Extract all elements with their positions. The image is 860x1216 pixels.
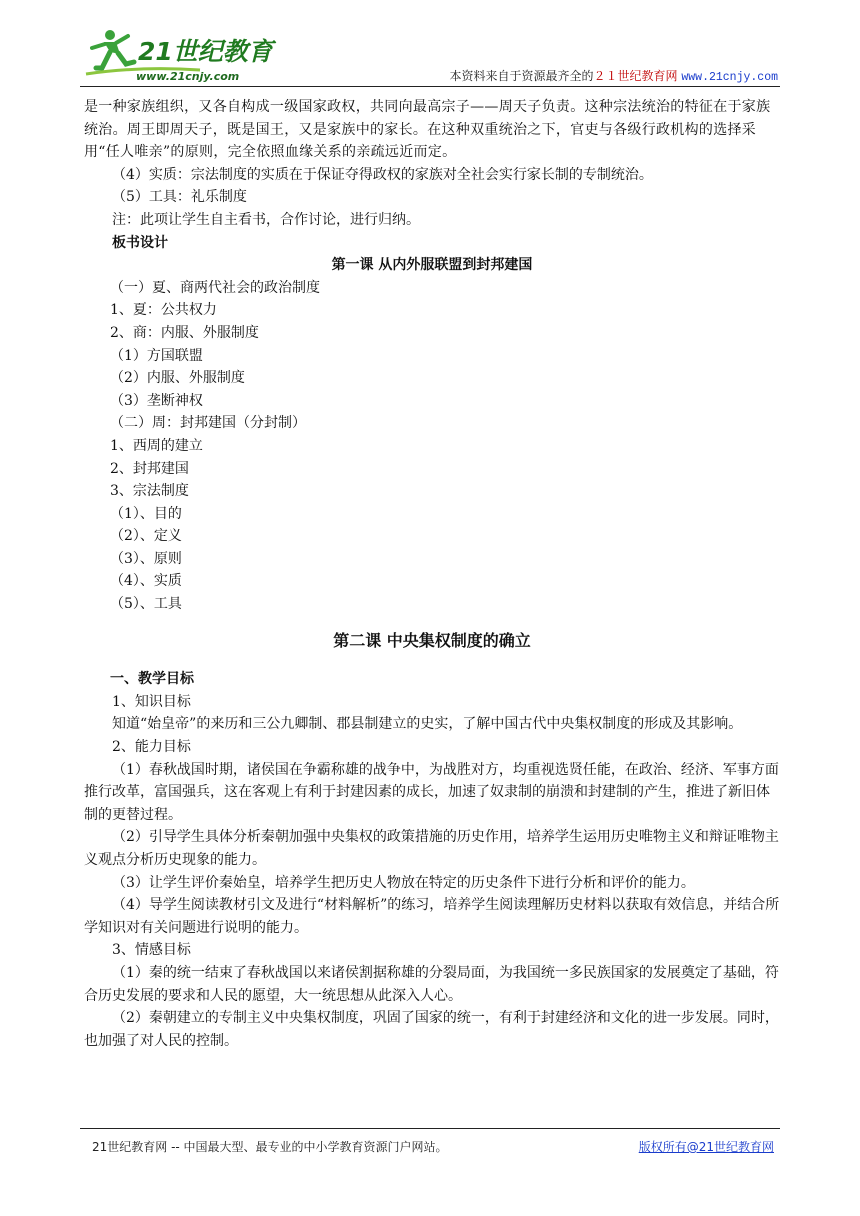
board-title: 第一课 从内外服联盟到封邦建国 — [331, 257, 533, 274]
outline-item: （一）夏、商两代社会的政治制度 — [110, 279, 320, 296]
subheading: 1、知识目标 — [112, 693, 191, 710]
note: 注：此项让学生自主看书，合作讨论，进行归纳。 — [112, 211, 420, 228]
outline-item: （1）、目的 — [110, 505, 182, 522]
footer-text: 21世纪教育网 -- 中国最大型、最专业的中小学教育资源门户网站。 — [92, 1140, 448, 1154]
footer-divider — [80, 1128, 780, 1129]
header-note-url[interactable]: www.21cnjy.com — [681, 71, 778, 84]
outline-item: （2）、定义 — [110, 528, 182, 545]
paragraph: （2）引导学生具体分析秦朝加强中央集权的政策措施的历史作用，培养学生运用历史唯物主义和辩证唯物主义观点分析历史现象的能力。 — [84, 829, 779, 868]
logo-runner-icon — [80, 24, 290, 84]
header-note-prefix: 本资料来自于资源最齐全的 — [449, 69, 594, 83]
paragraph: （1）春秋战国时期，诸侯国在争霸称雄的战争中，为战胜对方，均重视选贤任能，在政治、经济、军事方面推行改革，富国强兵，这在客观上有利于封建因素的成长，加速了奴隶制的崩溃和封建制的产生，推进了新旧体制的更替过程。 — [84, 761, 779, 823]
outline-item: （二）周：封邦建国（分封制） — [110, 415, 306, 432]
paragraph: （5）工具：礼乐制度 — [112, 189, 247, 206]
outline-item: （3）、原则 — [110, 550, 182, 567]
logo — [80, 24, 290, 84]
outline-item: （2）内服、外服制度 — [110, 370, 245, 387]
board-outline — [84, 277, 780, 616]
paragraph: 是一种家族组织，又各自构成一级国家政权，共同向最高宗子——周天子负责。这种宗法统治的特征在于家族统治。周王即周天子，既是国王，又是家族中的家长。在这种双重统治之下，官吏与各级行政机构的选择采用“任人唯亲”的原则，完全依照血缘关系的亲疏远近而定。 — [84, 99, 771, 161]
outline-item: 2、商：内服、外服制度 — [110, 324, 259, 341]
page-header — [80, 20, 780, 86]
subheading: 3、情感目标 — [112, 942, 191, 959]
paragraph: （1）秦的统一结束了春秋战国以来诸侯割据称雄的分裂局面，为我国统一多民族国家的发展奠定了基础，符合历史发展的要求和人民的愿望，大一统思想从此深入人心。 — [84, 964, 779, 1004]
paragraph: （2）秦朝建立的专制主义中央集权制度，巩固了国家的统一，有利于封建经济和文化的进一步发展。同时，也加强了对人民的控制。 — [84, 1010, 779, 1049]
logo-url: www.21cnjy.com — [136, 70, 240, 83]
outline-item: （3）垄断神权 — [110, 392, 203, 409]
header-note — [450, 67, 778, 84]
footer-copyright-link[interactable]: 版权所有@21世纪教育网 — [638, 1140, 774, 1154]
paragraph: （4）实质：宗法制度的实质在于保证夺得政权的家族对全社会实行家长制的专制统治。 — [112, 166, 653, 183]
section-heading: 一、教学目标 — [110, 671, 194, 688]
outline-item: （4）、实质 — [110, 573, 182, 590]
outline-item: 2、封邦建国 — [110, 460, 189, 477]
board-heading: 板书设计 — [112, 234, 168, 251]
outline-item: （5）、工具 — [110, 596, 182, 613]
paragraph: 知道“始皇帝”的来历和三公九卿制、郡县制建立的史实，了解中国古代中央集权制度的形成及其影响。 — [112, 716, 743, 733]
paragraph: （3）让学生评价秦始皇，培养学生把历史人物放在特定的历史条件下进行分析和评价的能力。 — [112, 874, 695, 891]
lesson-title: 第二课 中央集权制度的确立 — [333, 630, 531, 650]
document-body — [84, 96, 780, 1052]
logo-text: 21世纪教育 — [138, 37, 273, 66]
outline-item: 1、西周的建立 — [110, 437, 203, 454]
header-note-brand: ２１世纪教育网 — [593, 69, 678, 83]
subheading: 2、能力目标 — [112, 739, 191, 756]
outline-item: 1、夏：公共权力 — [110, 302, 217, 319]
paragraph: （4）导学生阅读教材引文及进行“材料解析”的练习，培养学生阅读理解历史材料以获取有效信息，并结合所学知识对有关问题进行说明的能力。 — [84, 897, 780, 936]
outline-item: 3、宗法制度 — [110, 483, 189, 500]
header-divider — [80, 86, 780, 87]
outline-item: （1）方国联盟 — [110, 347, 203, 364]
